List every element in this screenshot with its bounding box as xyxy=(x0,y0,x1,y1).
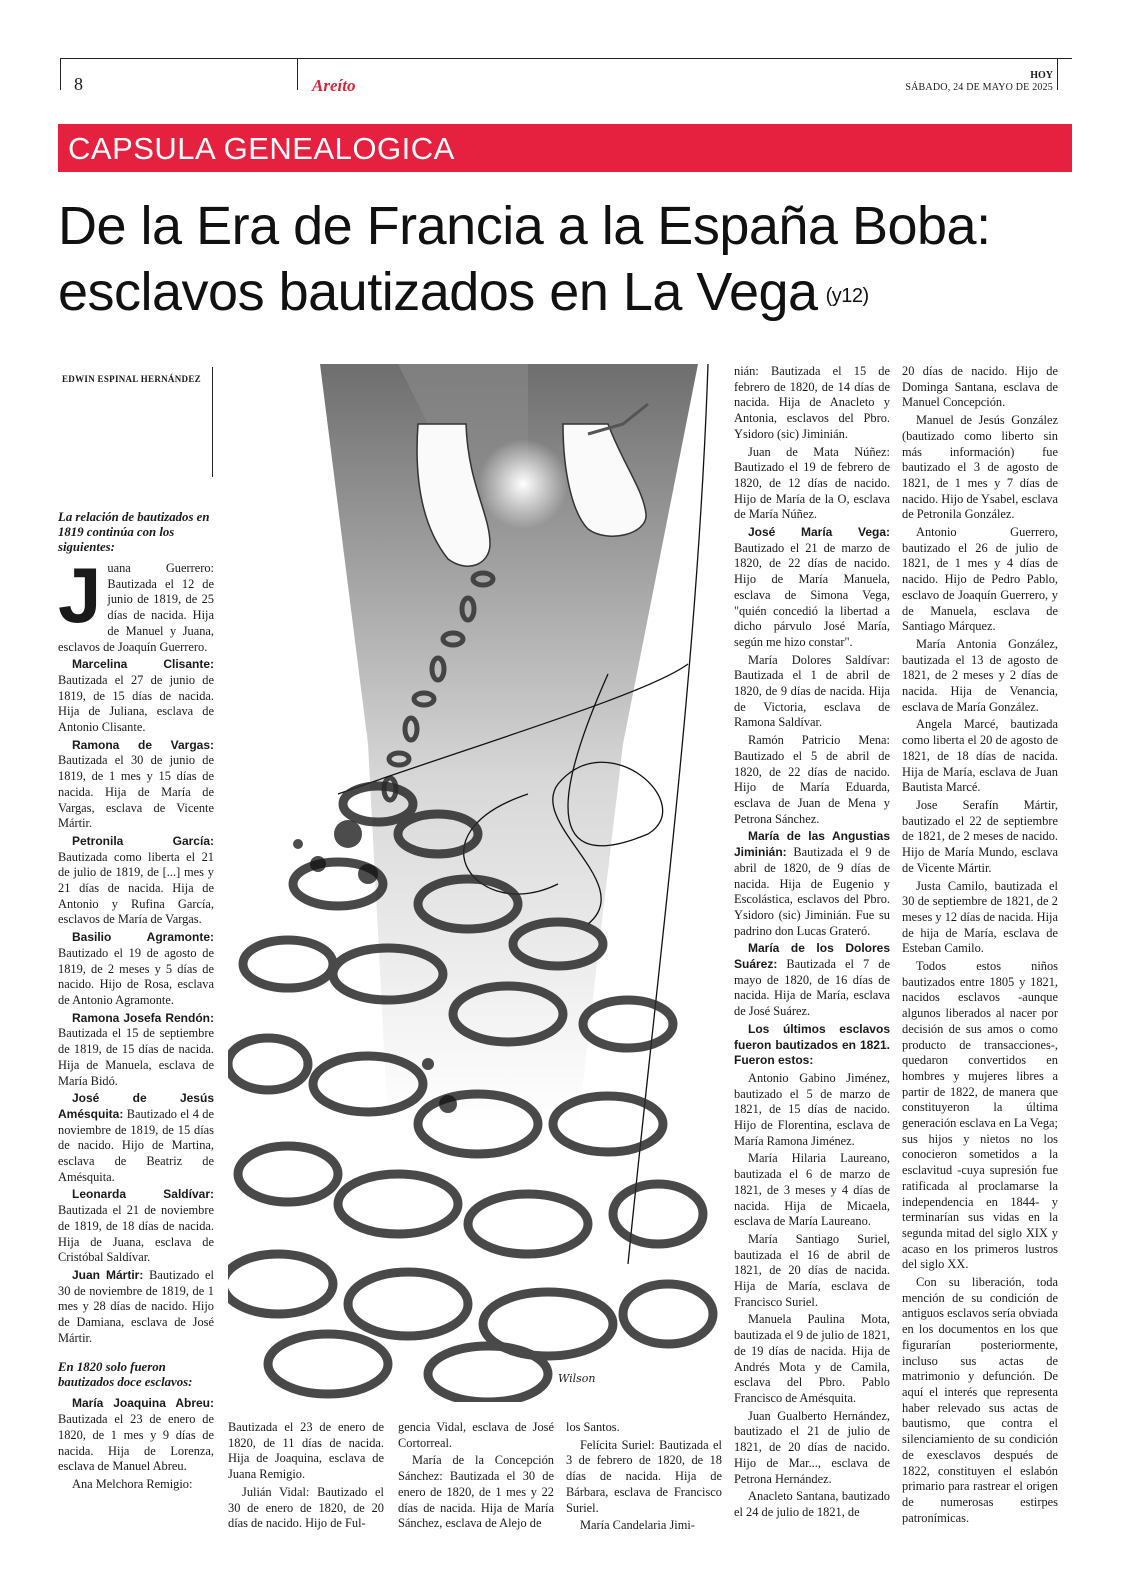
byline-rule xyxy=(212,367,213,477)
entry-paragraph xyxy=(58,1268,214,1347)
entry-paragraph: Anacleto Santana, bautizado el 24 de julio de 1821, de xyxy=(734,1489,890,1519)
column-under-2 xyxy=(398,1420,554,1534)
entry-paragraph: Con su liberación, toda mención de su condición de antiguos esclavos sería obviada en los documentos en los que figurarían posteriormente, incluso sus actas de matrimonio y defunción. De aquí el interés que representa haber relevado sus actas de bautismo, que contra el silenciamiento de su condición de exesclavos después de 1822, constituyen el eslabón primario para rastrear el origen de numerosas estirpes patronímicas. xyxy=(902,1275,1058,1525)
chains-illustration xyxy=(228,364,718,1402)
headline-line1: De la Era de Francia a la España Boba: xyxy=(58,196,991,256)
entry-paragraph: Felícita Suriel: Bautizada el 3 de febrero de 1820, de 18 días de nacida. Hija de Bárbara, esclava de Francisco Suriel. xyxy=(566,1437,722,1515)
entry-paragraph: María Antonia González, bautizada el 13 de agosto de 1821, de 2 meses y 2 días de nacida. Hija de Venancia, esclava de María González. xyxy=(902,636,1058,714)
entry-text: Bautizada el 27 de junio de 1819, de 15 días de nacida. Hija de Juliana, esclava de Antonio Clisante. xyxy=(58,672,214,735)
byline: EDWIN ESPINAL HERNÁNDEZ xyxy=(62,374,201,384)
header-divider xyxy=(297,58,298,90)
banner-label: CAPSULA GENEALOGICA xyxy=(68,131,455,166)
entry-paragraph xyxy=(58,1011,214,1090)
entry-name: Ramona Josefa Rendón: xyxy=(72,1010,214,1025)
entry-text: Bautizado el 21 de marzo de 1820, de 22 días de nacido. Hijo de María Manuela, esclava de Simona Vega, "quién concedió la libertad a dicho párvulo José María, según me hizo constar". xyxy=(734,540,890,649)
entry-text: Bautizada el 9 de abril de 1820, de 9 días de nacida. Hija de Eugenio y Escolástica, esclavos del Pbro. Ysidoro (sic) Jiminián. Fue su padrino don Lucas Grateró. xyxy=(734,845,890,938)
entry-paragraph: Jose Serafín Mártir, bautizado el 22 de septiembre de 1821, de 2 meses de nacido. Hijo de María Mundo, esclava de Vicente Mártir. xyxy=(902,797,1058,875)
entry-paragraph: Juan Gualberto Hernández, bautizado el 21 de julio de 1821, de 20 días de nacido. Hijo de Mar..., esclava de Petrona Hernández. xyxy=(734,1408,890,1486)
entry-text: Bautizado el 30 de noviembre de 1819, de 1 mes y 28 días de nacido. Hijo de Damiana, esclava de José Mártir. xyxy=(58,1267,214,1345)
entry-paragraph: los Santos. xyxy=(566,1420,620,1434)
entry-paragraph: Antonio Guerrero, bautizado el 26 de julio de 1821, de 1 mes y 4 días de nacido. Hijo de Pedro Pablo, esclavo de Joaquín Guerrero, y de Manuela, esclava de Santiago Márquez. xyxy=(902,525,1058,634)
column-under-1 xyxy=(228,1420,384,1534)
entry-paragraph xyxy=(734,829,890,939)
entry-paragraph: gencia Vidal, esclava de José Cortorreal. xyxy=(398,1420,554,1450)
headline-tag: (y12) xyxy=(825,284,869,307)
entry-name: Juan Mártir: xyxy=(72,1267,144,1282)
entry-paragraph: Manuel de Jesús González (bautizado como liberto sin más información) fue bautizado el 3 de agosto de 1821, de 1 mes y 7 días de nacido. Hijo de Ysabel, esclava de Petronila González. xyxy=(902,413,1058,522)
headline-line2-text: esclavos bautizados en La Vega xyxy=(58,262,818,322)
entry-paragraph xyxy=(734,525,890,651)
headline-line2 xyxy=(58,259,1070,329)
illustration-signature: Wilson xyxy=(558,1372,596,1385)
entry-paragraph xyxy=(58,738,214,832)
entry-text: Bautizada el 15 de septiembre de 1819, de 15 días de nacida. Hija de Manuela, esclava de María Bidó. xyxy=(58,1026,214,1088)
entry-paragraph: Justa Camilo, bautizada el 30 de septiembre de 1821, de 2 meses y 12 días de nacida. Hija de hija de María, esclava de Esteban Camilo. xyxy=(902,878,1058,956)
entry-name: Marcelina Clisante: xyxy=(72,657,214,672)
entry-paragraph: Ramón Patricio Mena: Bautizado el 5 de abril de 1820, de 22 días de nacido. Hijo de María Eduarda, esclava de Juan de Mena y Petrona Sánchez. xyxy=(734,733,890,826)
column-4 xyxy=(902,364,1058,1528)
entry-text: Bautizada el 30 de junio de 1819, de 1 mes y 15 días de nacida. Hija de María de Vargas, esclava de Vicente Mártir. xyxy=(58,753,214,831)
entry-paragraph: Bautizada el 23 de enero de 1820, de 11 días de nacida. Hija de Joaquina, esclava de Juana Remigio. xyxy=(228,1420,384,1482)
entry-paragraph: Antonio Gabino Jiménez, bautizado el 5 de marzo de 1821, de 15 días de nacido. Hijo de Florentina, esclava de María Ramona Jiménez. xyxy=(734,1070,890,1148)
entry-text: Bautizada como liberta el 21 de julio de 1819, de [...] mes y 21 días de nacida. Hija de Antonio y Rufina García, esclavos de María de Vargas. xyxy=(58,849,214,927)
entry-name: María Joaquina Abreu: xyxy=(72,1396,214,1411)
entry-paragraph: María Hilaria Laureano, bautizada el 6 de marzo de 1821, de 3 meses y 4 días de nacida. Hija de Micaela, esclava de María Laureano. xyxy=(734,1151,890,1229)
entry-name: Basilio Agramonte: xyxy=(72,930,214,945)
subhead-1821: Los últimos esclavos fueron bautizados en 1821. Fueron estos: xyxy=(734,1021,890,1068)
entry-text: Bautizada el 21 de noviembre de 1819, de 18 días de nacida. Hija de Juana, esclava de Cristóbal Saldívar. xyxy=(58,1203,214,1265)
entry-paragraph xyxy=(58,930,214,1009)
entry-text: Bautizada el 23 de enero de 1820, de 1 mes y 9 días de nacida. Hija de Lorenza, esclava de Manuel Abreu. xyxy=(58,1412,214,1474)
entry-paragraph: 20 días de nacido. Hijo de Dominga Santana, esclava de Manuel Concepción. xyxy=(902,364,1058,410)
entry-text: uana Guerrero: Bautizada el 12 de junio de 1819, de 25 días de nacida. Hija de Manuel y Juana, esclavos de Joaquín Guerrero. xyxy=(58,561,214,654)
entry-text: Bautizada el 7 de mayo de 1820, de 16 días de nacida. Hija de María, esclava de José Suárez. xyxy=(734,957,890,1019)
entry-paragraph xyxy=(58,1396,214,1475)
column-under-3 xyxy=(566,1420,722,1536)
entry-name: José de Jesús Amésquita: xyxy=(58,1091,214,1121)
header-divider xyxy=(1057,58,1058,90)
column-1 xyxy=(58,510,214,1495)
entry-paragraph: Ana Melchora Remigio: xyxy=(72,1476,193,1491)
column-3 xyxy=(734,364,890,1523)
entry-paragraph xyxy=(58,657,214,736)
section-banner xyxy=(58,124,1072,172)
subhead-1820: En 1820 solo fueron bautizados doce esclavos: xyxy=(58,1360,193,1390)
entry-text: Bautizado el 19 de agosto de 1819, de 2 meses y 5 días de nacido. Hijo de Rosa, esclava de Antonio Agramonte. xyxy=(58,945,214,1007)
illustration xyxy=(228,364,718,1402)
drop-cap: J xyxy=(58,551,102,639)
entry-paragraph: Julián Vidal: Bautizado el 30 de enero de 1820, de 20 días de nacido. Hijo de Ful- xyxy=(228,1484,384,1531)
entry-paragraph: nián: Bautizada el 15 de febrero de 1820, de 14 días de nacida. Hija de Anacleto y Antonia, esclavos del Pbro. Ysidoro (sic) Jiminián. xyxy=(734,364,890,441)
entry-name: Leonarda Saldívar: xyxy=(72,1187,214,1202)
entry-paragraph xyxy=(58,551,214,655)
entry-name: María de las Angustias Jiminián: xyxy=(734,829,890,860)
entry-paragraph: María Santiago Suriel, bautizada el 16 de abril de 1821, de 20 días de nacida. Hija de María, esclava de Francisco Suriel. xyxy=(734,1231,890,1309)
entry-paragraph: Juan de Mata Núñez: Bautizado el 19 de febrero de 1820, de 12 días de nacido. Hijo de María de la O, esclava de María Núñez. xyxy=(734,444,890,522)
headline xyxy=(58,193,1070,329)
entry-paragraph xyxy=(58,834,214,928)
issue-date: SÁBADO, 24 DE MAYO DE 2025 xyxy=(905,82,1053,93)
entry-name: Petronila García: xyxy=(72,833,214,848)
entry-text: Bautizado el 4 de noviembre de 1819, de 15 días de nacido. Hijo de Martina, esclava de Beatriz de Amésquita. xyxy=(58,1106,214,1184)
entry-paragraph: Todos estos niños bautizados entre 1805 y 1821, nacidos esclavos -aunque algunos liberados al nacer por decisión de sus amos o como producto de transacciones-, quedaron convertidos en hombres y mujeres libres a partir de 1822, de manera que constituyeron la última generación esclava en La Vega; sus hijos y nietos no los conocieron sometidos a la esclavitud -cuya supresión fue ratificada al proclamarse la independencia en 1844- y terminarían sus vidas en la segunda mitad del siglo XIX y acaso en los primeros lustros del siglo XX. xyxy=(902,959,1058,1272)
entry-paragraph: Manuela Paulina Mota, bautizada el 9 de julio de 1821, de 19 días de nacida. Hija de Andrés Mota y de Camila, esclava del Pbro. Pablo Francisco de Amésquita. xyxy=(734,1312,890,1405)
entry-paragraph xyxy=(58,1091,214,1185)
section-name: Areíto xyxy=(312,76,356,95)
entry-paragraph: María de la Concepción Sánchez: Bautizada el 30 de enero de 1820, de 1 mes y 22 días de nacida. Hija de María Sánchez, esclava de Alejo de xyxy=(398,1453,554,1531)
header-divider xyxy=(60,58,61,90)
entry-paragraph: María Dolores Saldívar: Bautizada el 1 de abril de 1820, de 9 días de nacida. Hija de Victoria, esclava de Ramona Saldívar. xyxy=(734,652,890,730)
entry-paragraph: Angela Marcé, bautizada como liberta el 20 de agosto de 1821, de 18 días de nacida. Hija de María, esclava de Juan Bautista Marcé. xyxy=(902,717,1058,795)
entry-paragraph xyxy=(58,1187,214,1266)
newspaper-name: HOY xyxy=(1030,70,1053,81)
entry-name: José María Vega: xyxy=(748,525,890,540)
header-rule xyxy=(60,58,1072,59)
entry-name: María de los Dolores Suárez: xyxy=(734,941,890,972)
entry-name: Ramona de Vargas: xyxy=(72,737,214,752)
entry-paragraph xyxy=(734,941,890,1020)
subhead-1819: La relación de bautizados en 1819 continúa con los siguientes: xyxy=(58,510,210,554)
entry-paragraph: María Candelaria Jimi- xyxy=(580,1518,695,1533)
page-number: 8 xyxy=(74,74,83,94)
